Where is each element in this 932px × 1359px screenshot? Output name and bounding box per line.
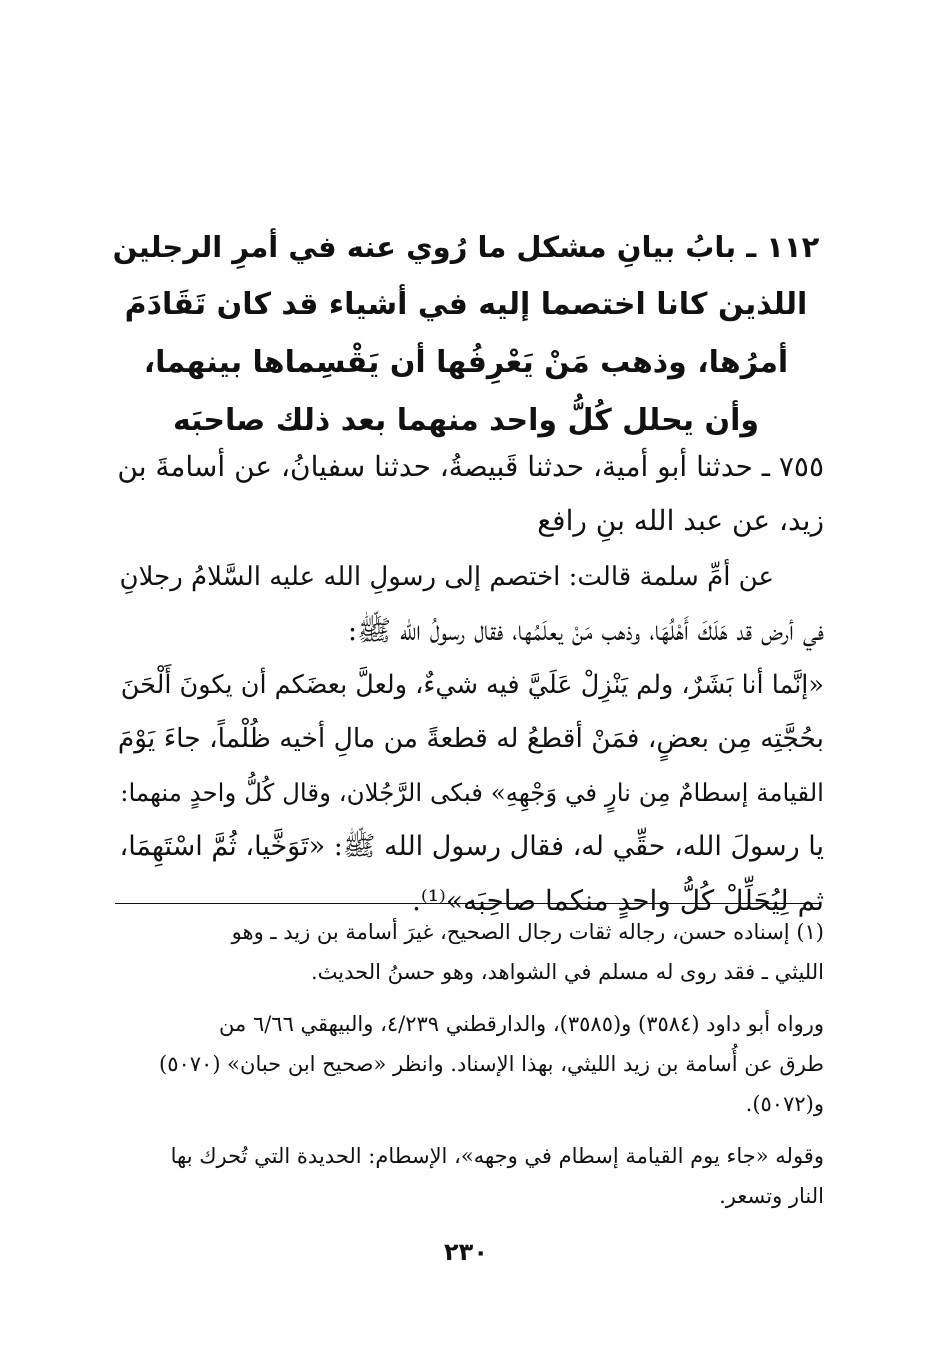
- footnote-line: و(٥٠٧٢).: [745, 1092, 824, 1116]
- heading-line: ١١٢ ـ بابُ بيانِ مشكل ما رُوي عنه في أمرِ الرجلين: [112, 230, 820, 264]
- footnotes: [112, 912, 824, 1216]
- matn-line: القيامة إسطامٌ مِن نارٍ في وَجْهِهِ» فبكى الرَّجُلان، وقال كُلُّ واحدٍ منهما:: [120, 778, 824, 807]
- page-number: ٢٣٠: [444, 1238, 488, 1266]
- matn-line: في أرض قد هَلَكَ أَهْلُهَا، وذهب مَنْ يعلَمُها، فقال رسولُ الله ﷺ:: [347, 614, 824, 647]
- chapter-heading: [110, 218, 822, 450]
- hadith-text: [112, 550, 824, 928]
- footnote-paragraph: [112, 1136, 824, 1216]
- footnote-line: طرق عن أُسامة بن زيد الليثي، بهذا الإسناد. وانظر «صحيح ابن حبان» (٥٠٧٠): [158, 1052, 824, 1076]
- matn-line: يا رسولَ الله، حقِّي له، فقال رسول الله ﷺ: «تَوَخَّيا، ثُمَّ اسْتَهِمَا،: [119, 831, 824, 862]
- footnote-line: النار وتسعر.: [719, 1184, 824, 1208]
- footnote-line: وقوله «جاء يوم القيامة إسطام في وجهه»، الإسطام: الحديدة التي تُحرك بها: [170, 1144, 824, 1168]
- footnote-divider: [115, 903, 820, 904]
- matn-line: بحُجَّتِه مِن بعضٍ، فمَنْ أقطعُ له قطعةً من مالِ أخيه ظُلْماً، جاءَ يَوْمَ: [117, 723, 824, 754]
- footnote-paragraph: [112, 1004, 824, 1124]
- isnad-line: زيد، عن عبد الله بنِ رافع: [537, 504, 824, 537]
- heading-line: اللذين كانا اختصما إليه في أشياء قد كان تَقَادَمَ: [124, 287, 808, 322]
- heading-line: وأن يحلل كُلُّ واحد منهما بعد ذلك صاحبَه: [172, 403, 760, 438]
- isnad-line: ٧٥٥ ـ حدثنا أبو أمية، حدثنا قَبيصةُ، حدثنا سفيانُ، عن أسامةَ بن: [117, 450, 824, 483]
- footnote-line: ورواه أبو داود (٣٥٨٤) و(٣٥٨٥)، والدارقطني ٤/٢٣٩، والبيهقي ٦/٦٦ من: [219, 1012, 824, 1036]
- matn-line: عن أمِّ سلمة قالت: اختصم إلى رسولِ الله عليه السَّلامُ رجلانِ: [119, 562, 774, 592]
- hadith-isnad: [112, 440, 824, 548]
- heading-line: أمرُها، وذهب مَنْ يَعْرِفُها أن يَقْسِماها بينهما،: [143, 345, 789, 380]
- footnote-line: (١) إسناده حسن، رجاله ثقات رجال الصحيح، غيرَ أسامة بن زيد ـ وهو: [231, 920, 824, 944]
- matn-line: ثم لِيُحَلِّلْ كُلُّ واحدٍ منكما صاحِبَه»⁽¹⁾.: [411, 884, 824, 917]
- footnote-line: الليثي ـ فقد روى له مسلم في الشواهد، وهو حسنُ الحديث.: [310, 960, 824, 984]
- matn-line: «إنَّما أنا بَشَرٌ، ولم يَنْزِلْ عَلَيَّ فيه شيءٌ، ولعلَّ بعضَكم أن يكونَ أَلْحَنَ: [120, 670, 824, 700]
- footnote-paragraph: [112, 912, 824, 992]
